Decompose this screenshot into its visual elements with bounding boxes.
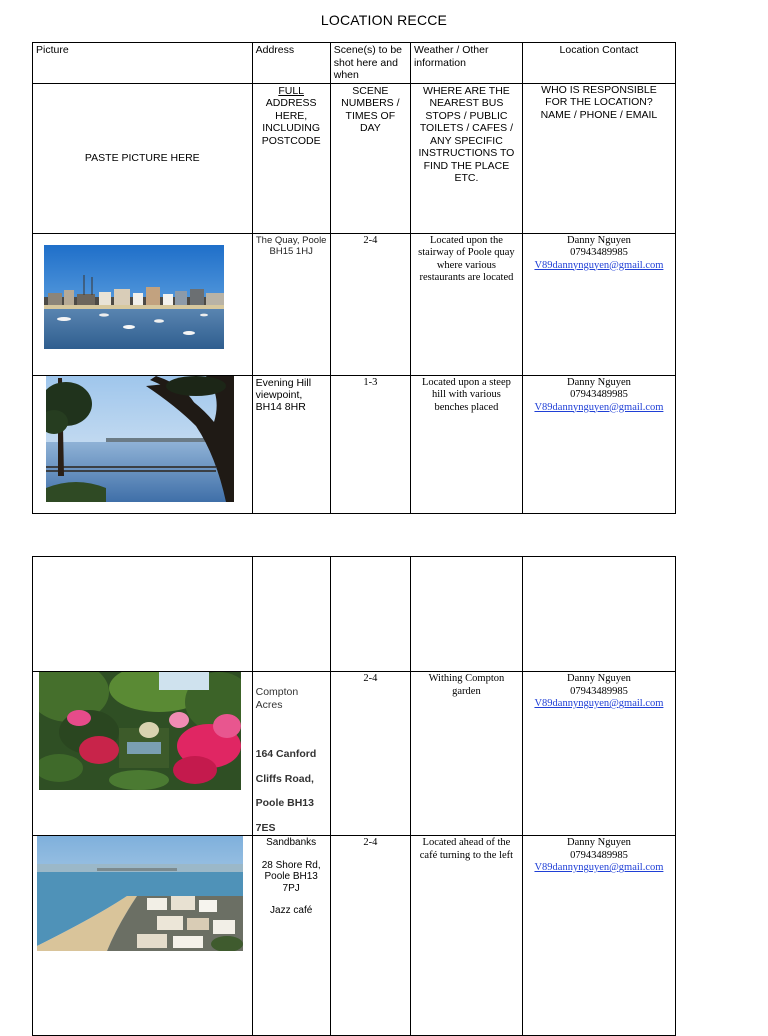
instruction-address (252, 83, 330, 233)
table-row (33, 836, 676, 1036)
info-cell (410, 836, 522, 1036)
scenes-text: 2-4 (363, 234, 378, 246)
info-text: Withing Compton garden (428, 673, 505, 697)
address-line-2: 164 Canford (255, 748, 317, 760)
contact-name: Danny Nguyen (567, 376, 631, 388)
instruction-contact: WHO IS RESPONSIBLE FOR THE LOCATION? NAME / PHONE / EMAIL (522, 83, 675, 233)
page-title: LOCATION RECCE (320, 12, 448, 28)
info-text: Located upon the stairway of Poole quay where various restaurants are located (418, 234, 515, 283)
contact-cell (522, 836, 675, 1036)
contact-email-link[interactable]: V89dannynguyen@gmail.com (534, 862, 664, 873)
scenes-cell (330, 836, 410, 1036)
header-address: Address (252, 43, 330, 84)
header-contact: Location Contact (522, 43, 675, 84)
info-text: Located ahead of the café turning to the left (419, 837, 514, 861)
address-line-3: Cliffs Road, (255, 772, 314, 785)
info-cell (410, 233, 522, 375)
beach-aerial-photo (37, 836, 243, 951)
scenes-text: 1-3 (363, 376, 378, 388)
address-cell (252, 375, 330, 513)
instruction-weather: WHERE ARE THE NEAREST BUS STOPS / PUBLIC TOILETS / CAFES / ANY SPECIFIC INSTRUCTIONS TO FIND THE PLACE ETC. (410, 83, 522, 233)
contact-phone: 07943489985 (570, 389, 628, 400)
info-cell (410, 672, 522, 836)
contact-name: Danny Nguyen (567, 837, 631, 848)
address-line-2: 28 Shore Rd, Poole BH13 7PJ (261, 859, 321, 894)
contact-phone: 07943489985 (570, 685, 628, 697)
contact-phone: 07943489985 (570, 849, 628, 861)
contact-email-link[interactable]: V89dannynguyen@gmail.com (534, 698, 664, 709)
contact-name: Danny Nguyen (567, 673, 631, 684)
empty-cell (252, 557, 330, 672)
scenes-text: 2-4 (363, 837, 378, 848)
header-scenes: Scene(s) to be shot here and when (330, 43, 410, 84)
garden-flowers-photo (39, 672, 241, 790)
harbour-view-tree-photo (46, 376, 234, 502)
instruction-picture: PASTE PICTURE HERE (33, 83, 253, 233)
recce-table-2 (32, 556, 676, 1036)
picture-cell (33, 836, 253, 1036)
empty-cell (330, 557, 410, 672)
address-text: Evening Hill viewpoint, BH14 8HR (255, 376, 312, 413)
scenes-text: 2-4 (363, 673, 378, 684)
contact-email-link[interactable]: V89dannynguyen@gmail.com (534, 401, 664, 413)
address-line-1: Compton Acres (255, 686, 299, 711)
header-row (33, 43, 676, 84)
address-cell (252, 233, 330, 375)
address-cell (252, 836, 330, 1036)
contact-email-link[interactable]: V89dannynguyen@gmail.com (534, 259, 664, 271)
address-text: The Quay, Poole BH15 1HJ (255, 234, 327, 257)
info-cell (410, 375, 522, 513)
picture-cell (33, 375, 253, 513)
header-picture: Picture (33, 43, 253, 84)
scenes-cell (330, 672, 410, 836)
info-text: Located upon a steep hill with various benches placed (421, 376, 511, 413)
address-line-5: 7ES (255, 821, 276, 834)
table-row (33, 672, 676, 836)
address-line-1: Sandbanks (266, 837, 317, 848)
empty-cell (410, 557, 522, 672)
picture-cell (33, 233, 253, 375)
empty-row (33, 557, 676, 672)
address-line-4: Poole BH13 (255, 797, 314, 809)
instruction-address-full: FULL (278, 84, 305, 97)
address-line-3: Jazz café (270, 905, 313, 916)
address-cell (252, 672, 330, 836)
empty-cell (33, 557, 253, 672)
recce-table-1 (32, 42, 676, 514)
contact-cell (522, 672, 675, 836)
instruction-scenes: SCENE NUMBERS / TIMES OF DAY (330, 83, 410, 233)
contact-cell (522, 233, 675, 375)
table-row (33, 375, 676, 513)
contact-cell (522, 375, 675, 513)
instruction-row (33, 83, 676, 233)
contact-name: Danny Nguyen (567, 234, 631, 246)
picture-cell (33, 672, 253, 836)
instruction-address-rest: ADDRESS HERE, INCLUDING POSTCODE (261, 97, 321, 147)
empty-cell (522, 557, 675, 672)
scenes-cell (330, 375, 410, 513)
scenes-cell (330, 233, 410, 375)
header-weather: Weather / Other information (410, 43, 522, 84)
table-row (33, 233, 676, 375)
harbour-quay-photo (44, 245, 224, 349)
contact-phone: 07943489985 (570, 247, 628, 258)
